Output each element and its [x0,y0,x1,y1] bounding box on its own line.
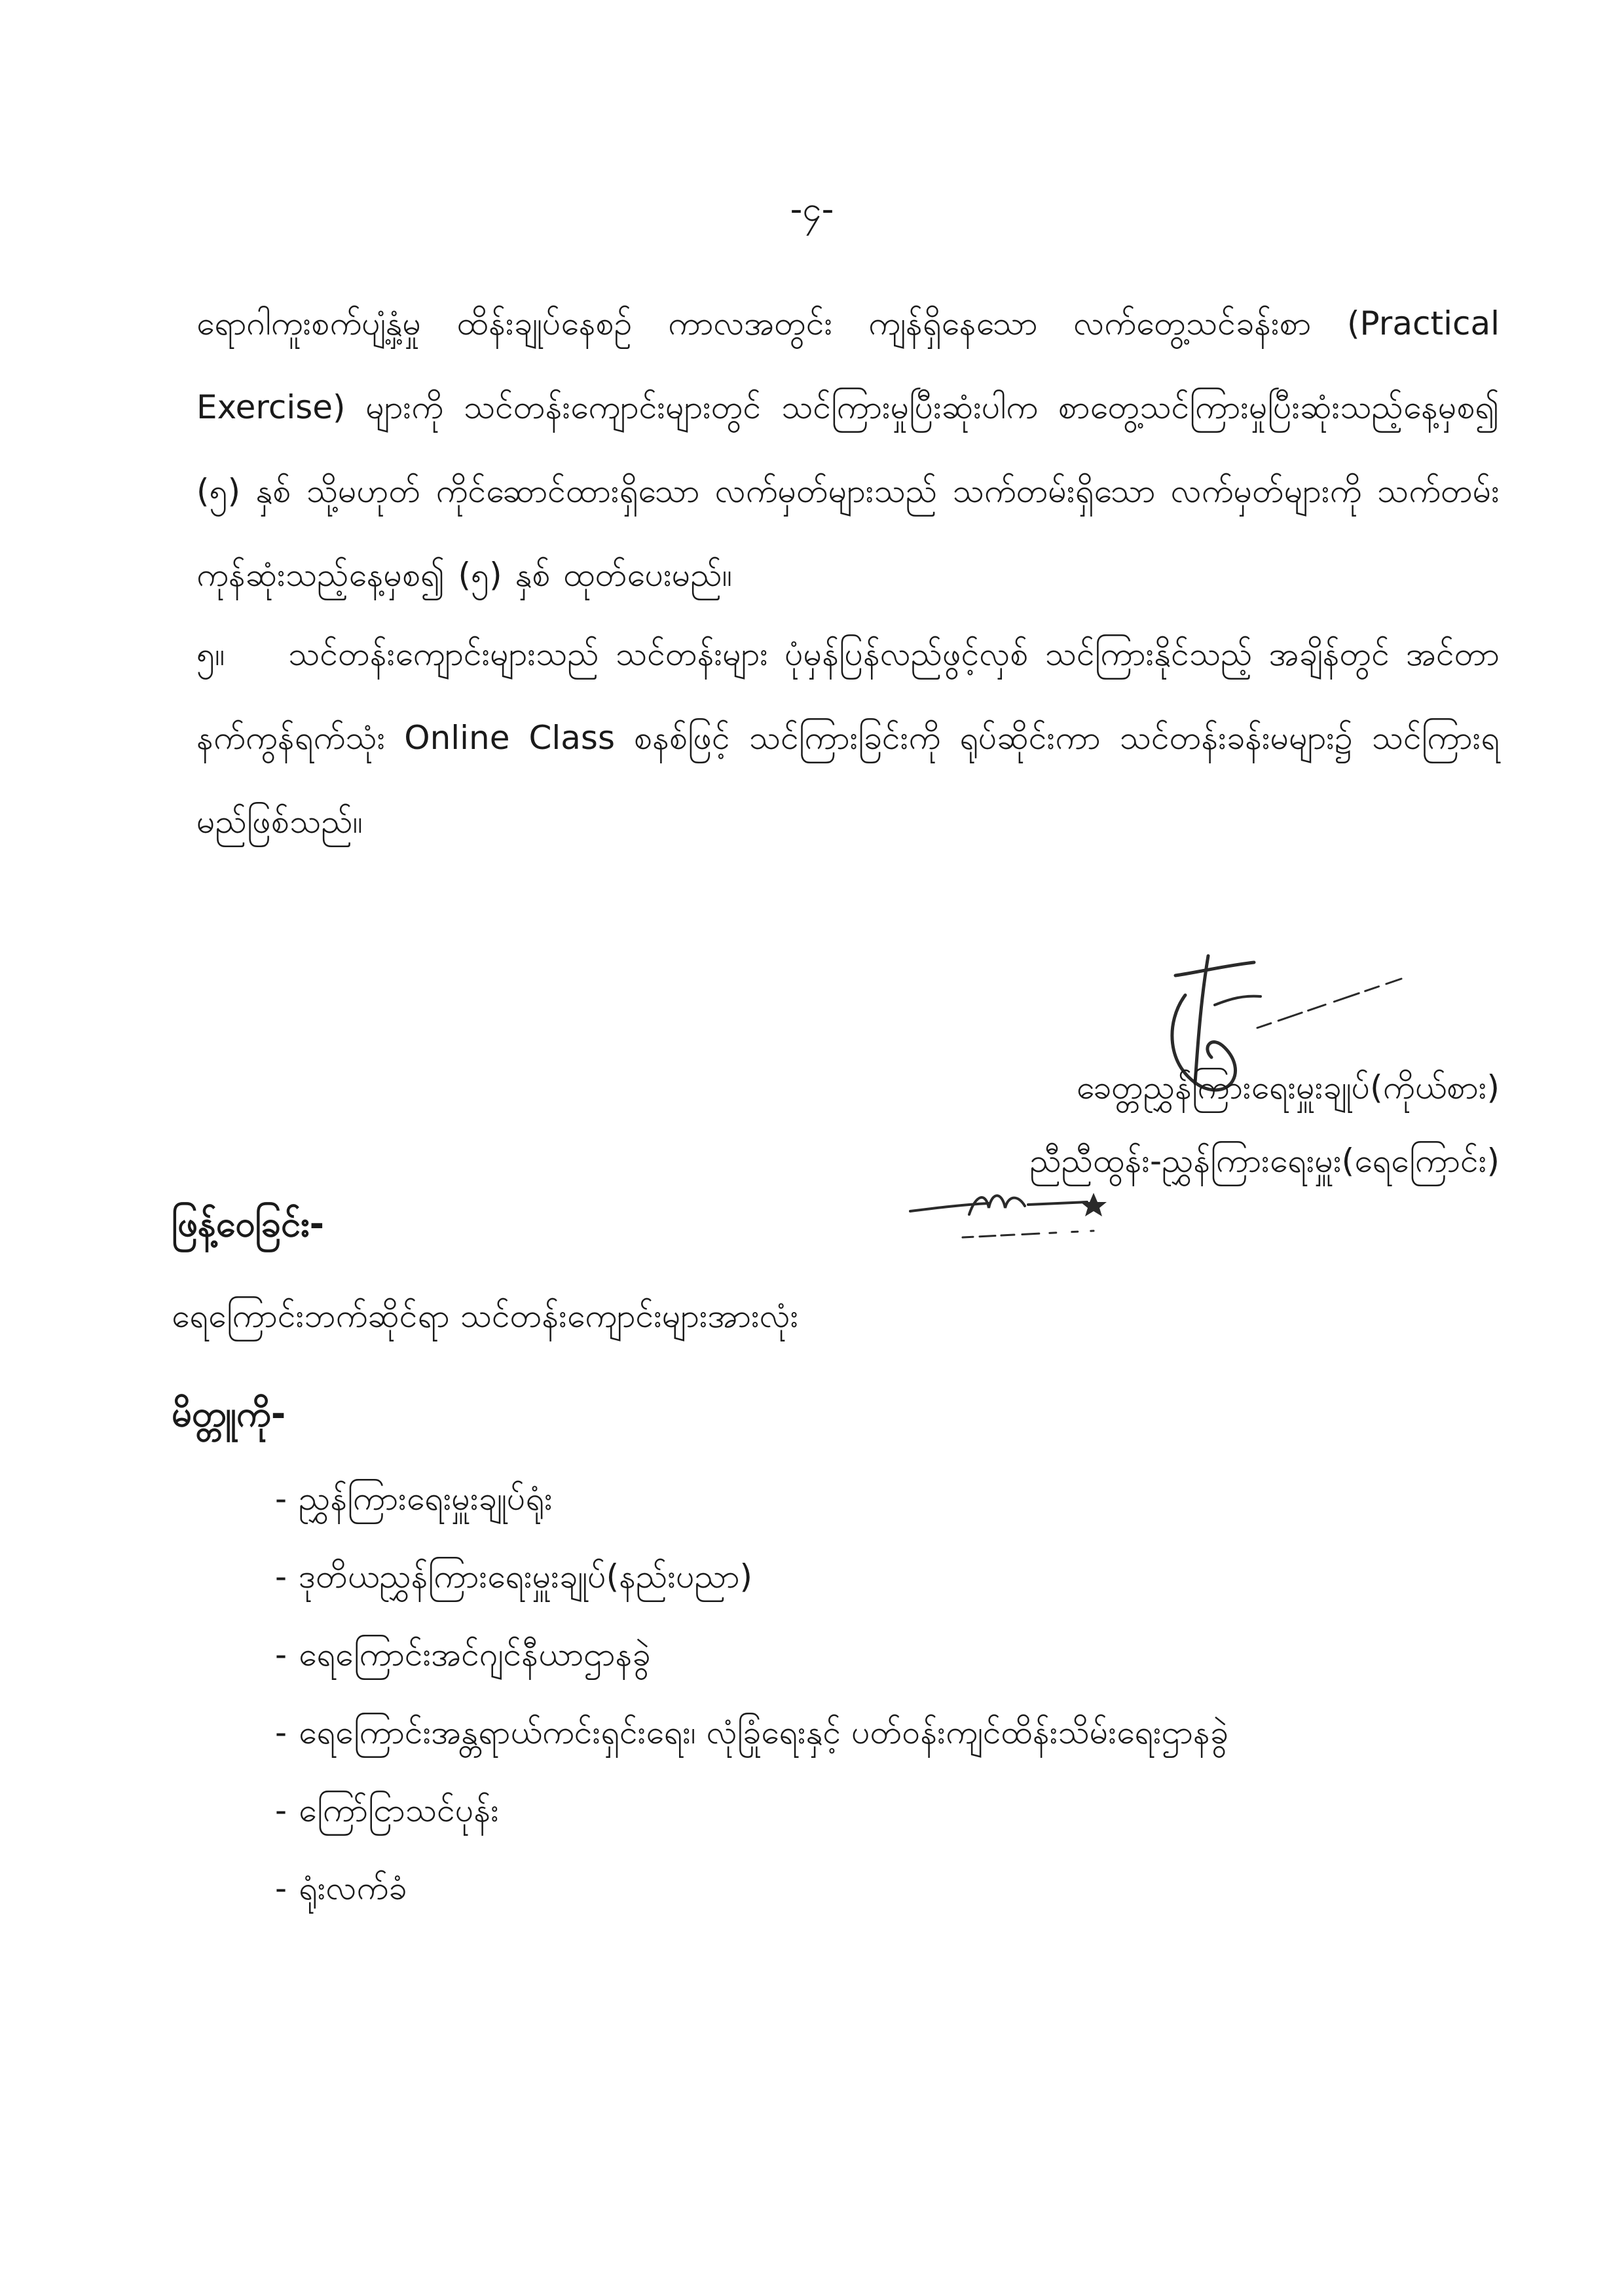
list-item: - ညွှန်ကြားရေးမှူးချုပ်ရုံး [275,1480,553,1518]
signature-block [904,1051,1500,1197]
list-item: - ရေကြောင်းအင်ဂျင်နီယာဌာနခွဲ [275,1635,651,1673]
distribution-heading: ဖြန့်ဝေခြင်း- [172,1203,325,1245]
list-item: - ရုံးလက်ခံ [275,1869,407,1907]
copy-recipient: ရေကြောင်းအင်ဂျင်နီယာဌာနခွဲ [299,1635,651,1673]
list-item: - ရေကြောင်းအန္တရာယ်ကင်းရှင်းရေး၊ လုံခြုံရေးနှင့် ပတ်ဝန်းကျင်ထိန်းသိမ်းရေးဌာနခွဲ [275,1713,1228,1751]
copy-recipient: ရုံးလက်ခံ [299,1869,407,1907]
list-item: - ဒုတိယညွှန်ကြားရေးမှူးချုပ်(နည်းပညာ) [275,1558,753,1595]
body-paragraph-2 [196,612,1500,864]
body-paragraph-1: ရောဂါကူးစက်ပျံ့နှံ့မှု ထိန်းချုပ်နေစဉ် ကာလအတွင်း ကျန်ရှိနေသော လက်တွေ့သင်ခန်းစာ (Practical Exercise) များကို သင်တန်းကျောင်းများတွင် သင်ကြားမှုပြီးဆုံးပါက စာတွေ့သင်ကြားမှုပြီးဆုံးသည့်နေ့မှစ၍ (၅) နှစ် သို့မဟုတ် ကိုင်ဆောင်ထားရှိသော လက်မှတ်များသည် သက်တမ်းရှိသော လက်မှတ်များကို သက်တမ်းကုန်ဆုံးသည့်နေ့မှစ၍ (၅) နှစ် ထုတ်ပေးမည်။ [196,304,1500,594]
paragraph-number: ၅။ [196,635,225,673]
signatory-title: ခေတ္တညွှန်ကြားရေးမှူးချုပ်(ကိုယ်စား) [1076,1068,1500,1106]
copy-recipient: ရေကြောင်းအန္တရာယ်ကင်းရှင်းရေး၊ လုံခြုံရေးနှင့် ပတ်ဝန်းကျင်ထိန်းသိမ်းရေးဌာနခွဲ [299,1713,1228,1751]
copy-recipient: ဒုတိယညွှန်ကြားရေးမှူးချုပ်(နည်းပညာ) [299,1558,753,1595]
handwritten-initials [897,1178,1120,1250]
page-number: -၄- [790,190,834,229]
list-item: - ကြော်ငြာသင်ပုန်း [275,1791,499,1829]
distribution-recipient: ရေကြောင်းဘက်ဆိုင်ရာ သင်တန်းကျောင်းများအားလုံး [172,1297,799,1335]
copy-to-list [275,1460,1519,1927]
copy-recipient: ညွှန်ကြားရေးမှူးချုပ်ရုံး [299,1480,553,1518]
body-paragraph-2-text: သင်တန်းကျောင်းများသည် သင်တန်းများ ပုံမှန်ပြန်လည်ဖွင့်လှစ် သင်ကြားနိုင်သည့် အချိန်တွင် အင်တာနက်ကွန်ရက်သုံး Online Class စနစ်ဖြင့် သင်ကြားခြင်းကို ရုပ်ဆိုင်းကာ သင်တန်းခန်းမများ၌ သင်ကြားရမည်ဖြစ်သည်။ [196,635,1500,841]
copy-recipient: ကြော်ငြာသင်ပုန်း [299,1791,499,1829]
signatory-name: ညီညီထွန်း-ညွှန်ကြားရေးမှူး(ရေကြောင်း) [1029,1142,1500,1180]
copy-to-heading: မိတ္တူကို- [172,1393,286,1434]
